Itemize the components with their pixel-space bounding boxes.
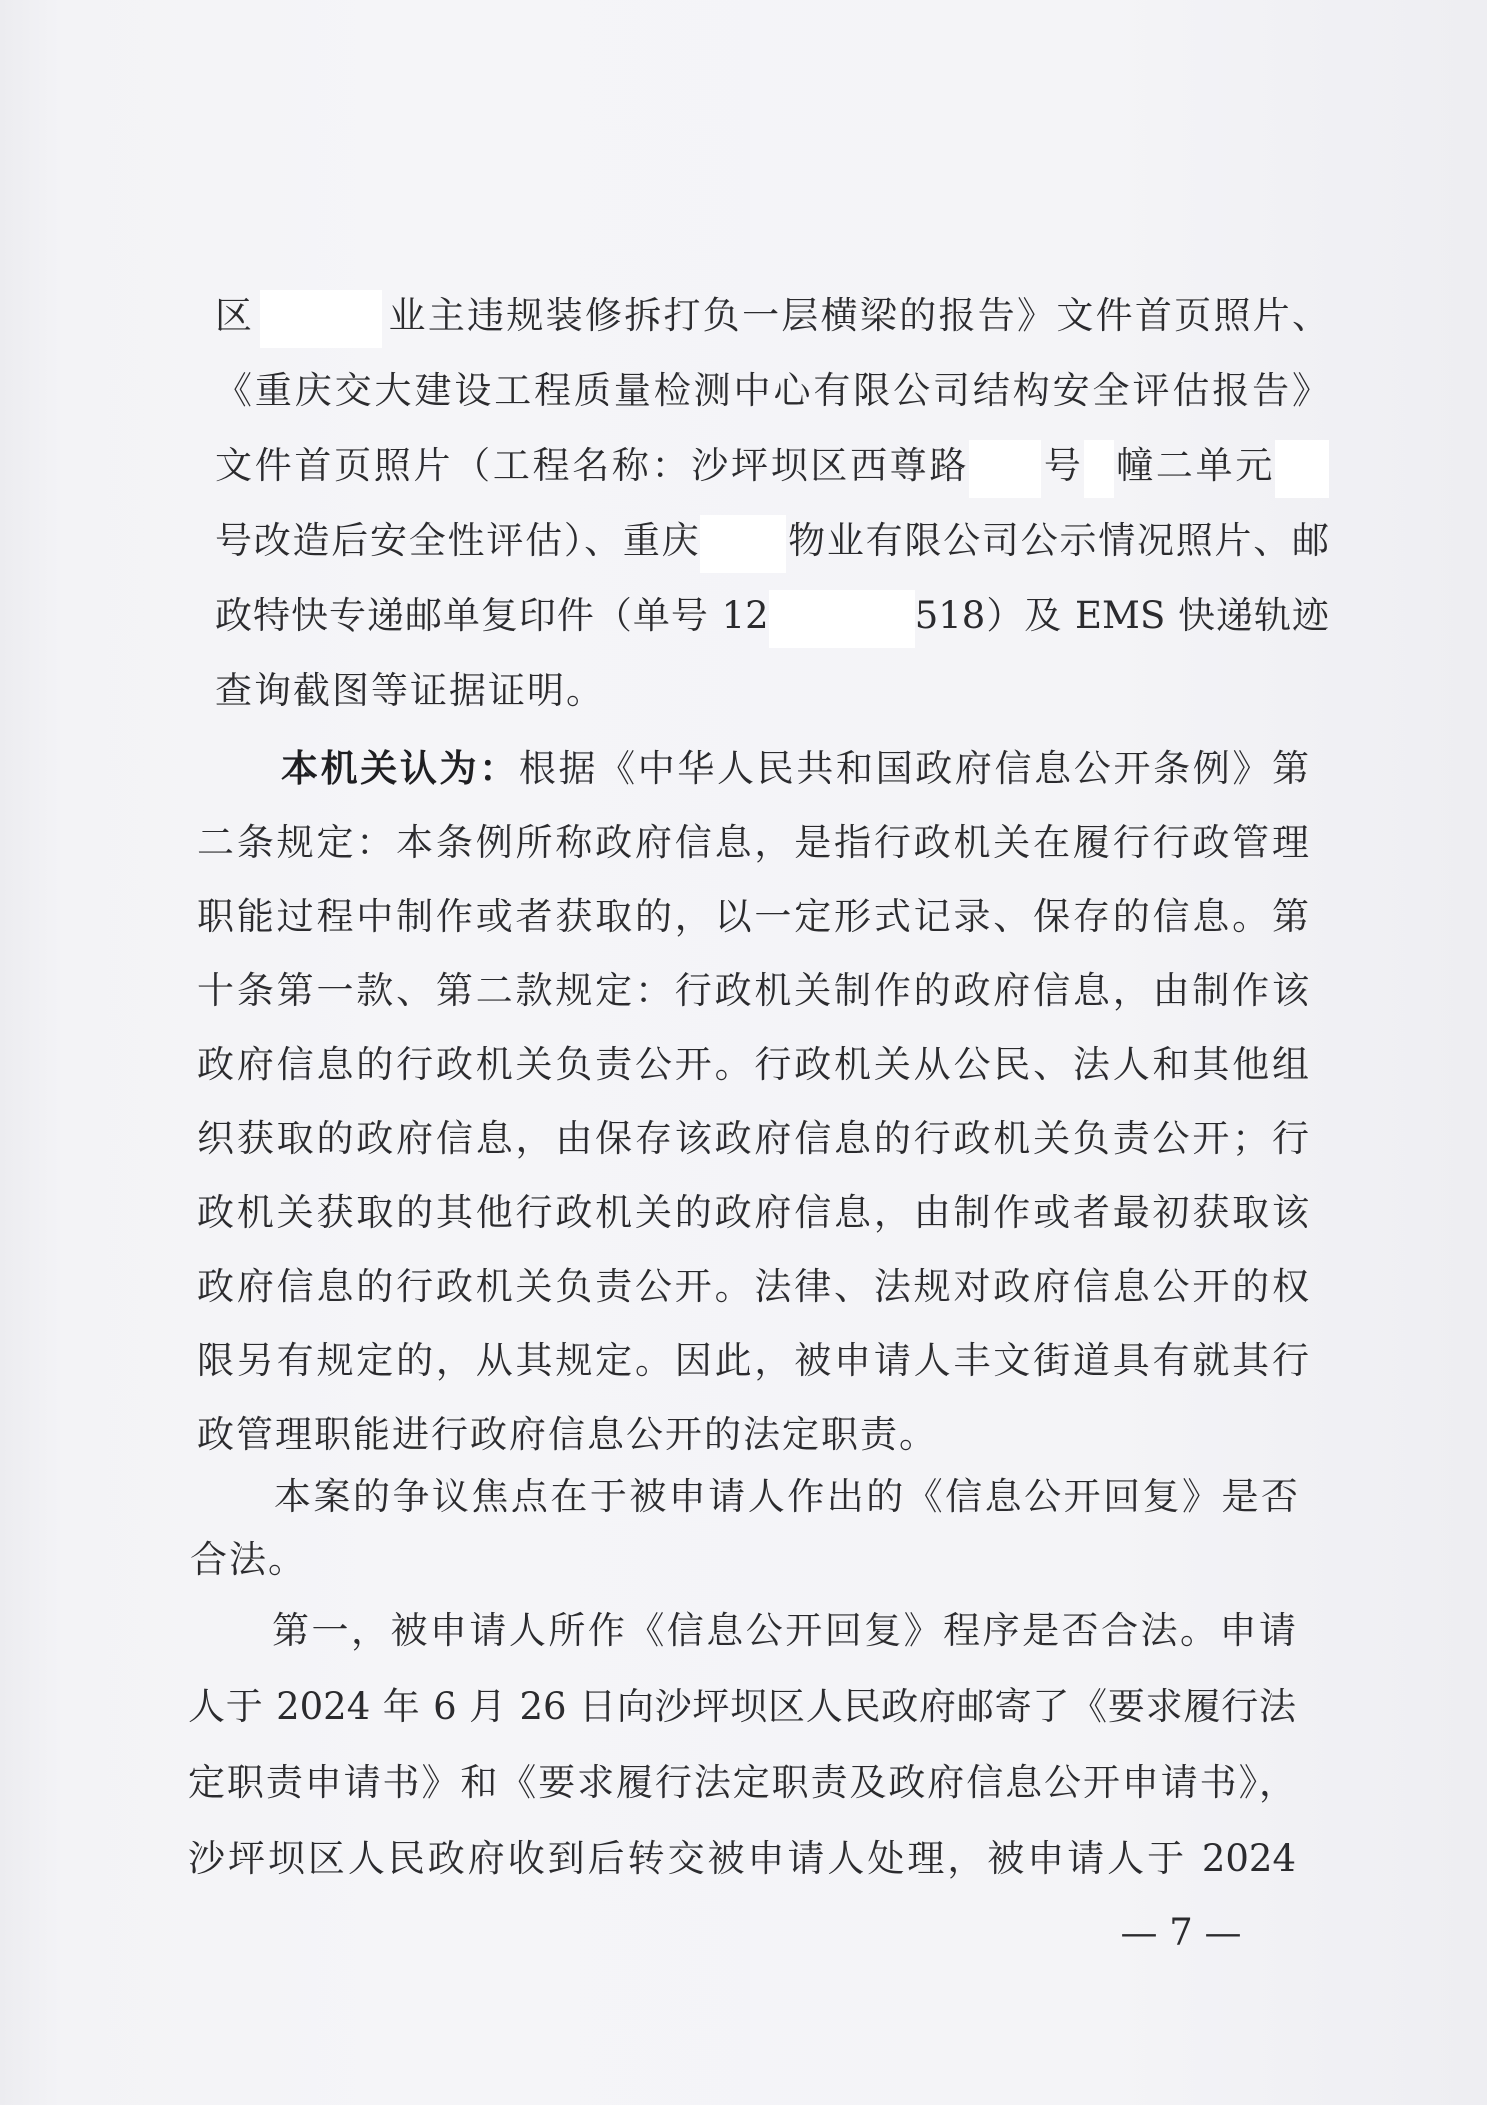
text-segment: 号 bbox=[1041, 444, 1084, 487]
text-line: 本案的争议焦点在于被申请人作出的《信息公开回复》是否 bbox=[274, 1475, 1298, 1518]
redaction-box bbox=[1275, 440, 1329, 498]
text-line bbox=[197, 731, 1309, 806]
finding-paragraph bbox=[197, 731, 1309, 1472]
page-number: — 7 — bbox=[1120, 1911, 1242, 1954]
text-segment: 幢二单元 bbox=[1113, 444, 1276, 487]
redaction-box bbox=[1084, 440, 1114, 498]
text-line: 政管理职能进行政府信息公开的法定职责。 bbox=[197, 1413, 938, 1456]
redaction-box bbox=[260, 290, 382, 348]
text-line: 织获取的政府信息，由保存该政府信息的行政机关负责公开；行 bbox=[197, 1117, 1309, 1160]
text-line: 政府信息的行政机关负责公开。行政机关从公民、法人和其他组 bbox=[197, 1043, 1309, 1086]
text-line: 政府信息的行政机关负责公开。法律、法规对政府信息公开的权 bbox=[197, 1265, 1309, 1308]
procedure-paragraph bbox=[188, 1593, 1296, 1897]
dispute-paragraph bbox=[190, 1465, 1298, 1591]
text-segment: 文件首页照片（工程名称：沙坪坝区西尊路 bbox=[215, 444, 970, 487]
text-line: 人于 2024 年 6 月 26 日向沙坪坝区人民政府邮寄了《要求履行法 bbox=[188, 1685, 1296, 1728]
text-segment: 518）及 EMS 快递轨迹 bbox=[914, 594, 1330, 637]
text-line: 政机关获取的其他行政机关的政府信息，由制作或者最初获取该 bbox=[197, 1191, 1309, 1234]
text-line: 《重庆交大建设工程质量检测中心有限公司结构安全评估报告》 bbox=[215, 369, 1329, 412]
text-segment: 区 bbox=[215, 294, 255, 337]
text-line: 合法。 bbox=[190, 1538, 307, 1581]
text-line: 十条第一款、第二款规定：行政机关制作的政府信息，由制作该 bbox=[197, 969, 1309, 1012]
redaction-box bbox=[700, 515, 786, 573]
text-line: 定职责申请书》和《要求履行法定职责及政府信息公开申请书》， bbox=[188, 1761, 1296, 1804]
text-segment: 号改造后安全性评估）、重庆 bbox=[215, 519, 701, 562]
text-line: 限另有规定的，从其规定。因此，被申请人丰文街道具有就其行 bbox=[197, 1339, 1309, 1382]
text-line bbox=[215, 578, 1329, 653]
text-line: 职能过程中制作或者获取的，以一定形式记录、保存的信息。第 bbox=[197, 895, 1309, 938]
text-line: 第一，被申请人所作《信息公开回复》程序是否合法。申请 bbox=[272, 1609, 1296, 1652]
text-line bbox=[215, 428, 1329, 503]
text-line: 沙坪坝区人民政府收到后转交被申请人处理，被申请人于 2024 bbox=[188, 1837, 1296, 1880]
paragraph-lead: 本机关认为： bbox=[281, 746, 519, 790]
text-segment: 物业有限公司公示情况照片、邮 bbox=[786, 519, 1330, 562]
redaction-box bbox=[969, 440, 1041, 498]
text-segment: 根据《中华人民共和国政府信息公开条例》第 bbox=[518, 747, 1310, 790]
redaction-box bbox=[769, 590, 915, 648]
text-segment: 政特快专递邮单复印件（单号 12 bbox=[215, 594, 769, 637]
text-segment: 业主违规装修拆打负一层横梁的报告》文件首页照片、 bbox=[386, 294, 1329, 337]
text-line: 二条规定：本条例所称政府信息，是指行政机关在履行行政管理 bbox=[197, 821, 1309, 864]
text-line bbox=[215, 278, 1329, 353]
evidence-paragraph bbox=[215, 278, 1329, 728]
text-line: 查询截图等证据证明。 bbox=[215, 669, 605, 712]
text-line bbox=[215, 503, 1329, 578]
